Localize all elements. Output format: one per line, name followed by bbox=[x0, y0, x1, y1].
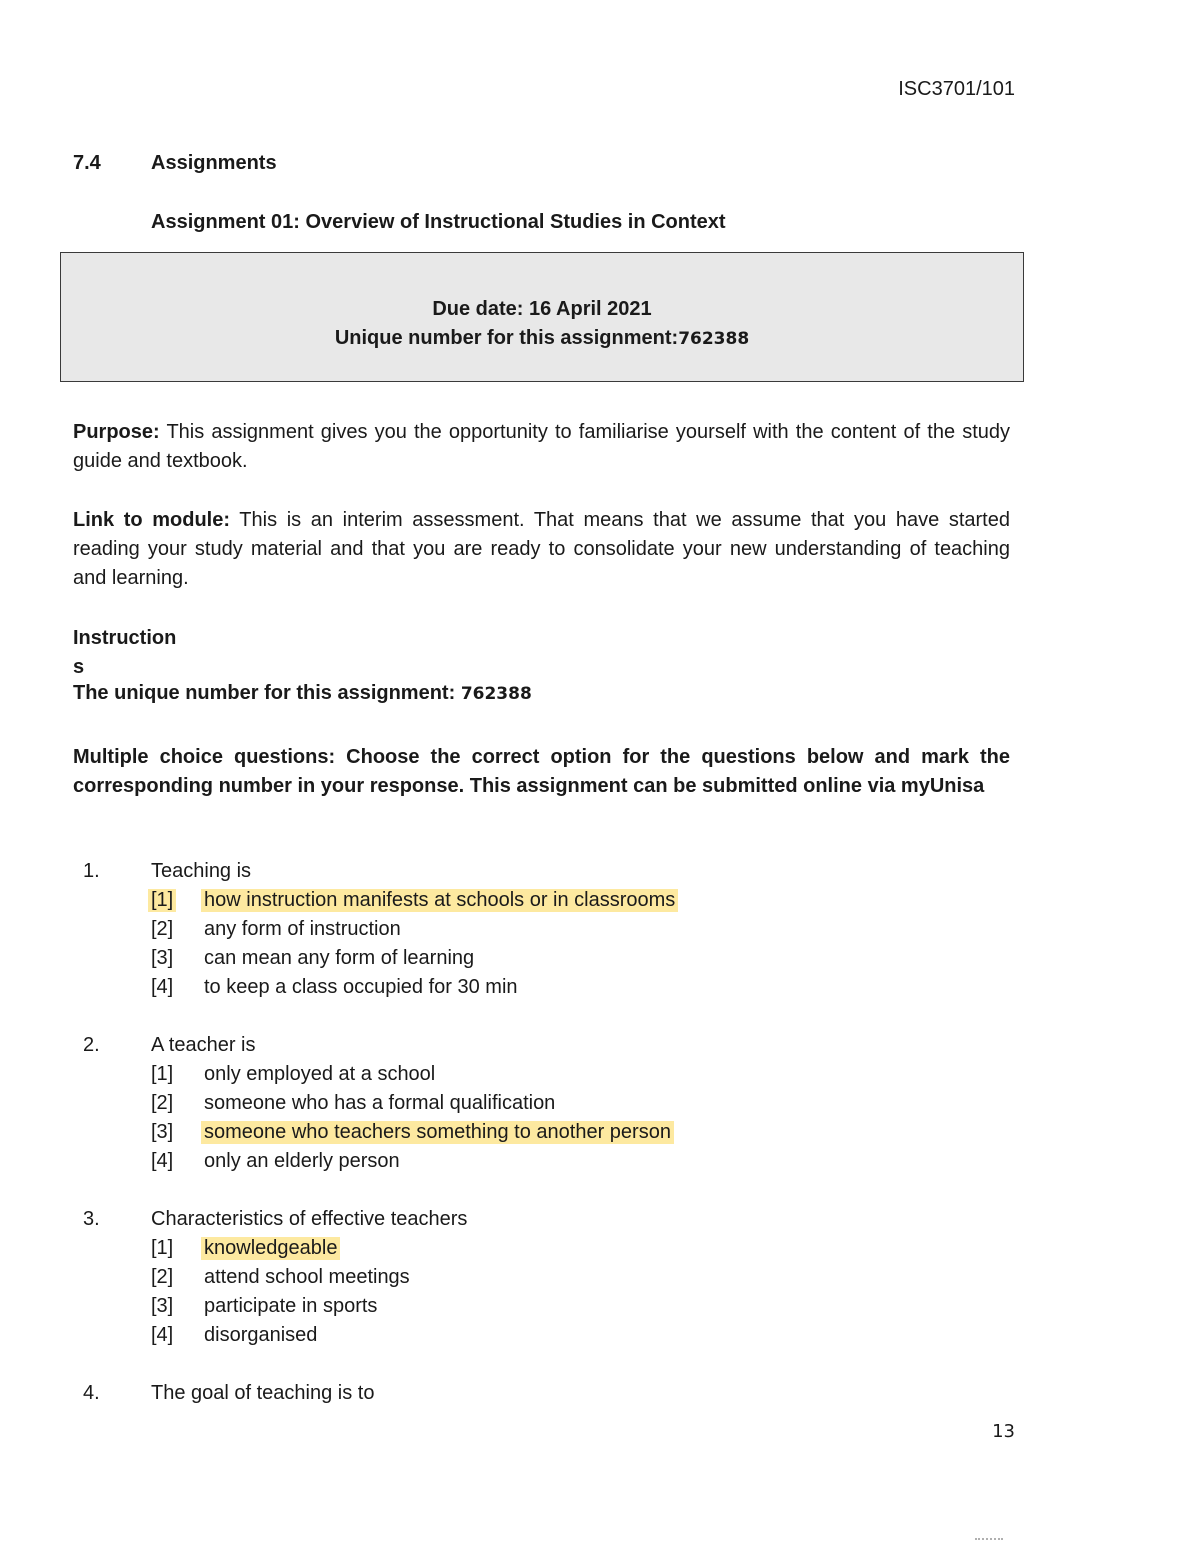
option-key: [4] bbox=[151, 1150, 174, 1172]
option-key: [1] bbox=[151, 1063, 174, 1085]
question-text: Teaching is bbox=[151, 860, 252, 882]
instructions-unique-number bbox=[73, 682, 532, 705]
option-key: [2] bbox=[151, 918, 174, 940]
option-key: [3] bbox=[151, 947, 174, 969]
option-key: [3] bbox=[151, 1295, 174, 1317]
footer-mark bbox=[975, 1538, 1003, 1543]
option-key: [2] bbox=[151, 1092, 174, 1114]
question-text: A teacher is bbox=[151, 1034, 256, 1056]
question-text: Characteristics of effective teachers bbox=[151, 1208, 468, 1230]
option-text: only employed at a school bbox=[204, 1063, 436, 1085]
question-number: 2. bbox=[83, 1034, 100, 1056]
instructions-heading-line1: Instruction bbox=[73, 627, 177, 649]
question-number: 1. bbox=[83, 860, 100, 882]
option-text: can mean any form of learning bbox=[204, 947, 475, 969]
purpose-label: Purpose: bbox=[73, 421, 160, 443]
option-key: [1] bbox=[151, 1237, 174, 1259]
assignment-title: Assignment 01: Overview of Instructional Studies in Context bbox=[151, 211, 726, 233]
question-text: The goal of teaching is to bbox=[151, 1382, 375, 1404]
page-number: 13 bbox=[992, 1421, 1015, 1442]
option-text: attend school meetings bbox=[204, 1266, 410, 1288]
mcq-intro: Multiple choice questions: Choose the correct option for the questions below and mark the corresponding number in your response. This assignment can be submitted online via myUnisa bbox=[73, 746, 1010, 797]
link-to-module-label: Link to module: bbox=[73, 509, 231, 531]
option-key: [4] bbox=[151, 1324, 174, 1346]
option-text-highlighted: knowledgeable bbox=[201, 1237, 340, 1260]
option-text: disorganised bbox=[204, 1324, 318, 1346]
option-text: any form of instruction bbox=[204, 918, 401, 940]
option-text: only an elderly person bbox=[204, 1150, 400, 1172]
purpose-text: This assignment gives you the opportunity to familiarise yourself with the content of the study guide and textbook. bbox=[73, 421, 1010, 472]
unique-number-value: 762388 bbox=[678, 329, 750, 349]
unique-number-line bbox=[61, 327, 1023, 350]
option-key: [2] bbox=[151, 1266, 174, 1288]
link-to-module-text: This is an interim assessment. That means that we assume that you have started reading your study material and that you are ready to consolidate your new understanding of teaching and learning. bbox=[73, 509, 1010, 589]
option-key: [3] bbox=[151, 1121, 174, 1143]
instructions-heading bbox=[73, 624, 176, 682]
unique-number-label: Unique number for this assignment: bbox=[334, 327, 679, 349]
instructions-heading-line2: s bbox=[73, 656, 85, 678]
instructions-unique-value: 762388 bbox=[460, 684, 532, 704]
section-heading bbox=[73, 152, 277, 175]
option-text-highlighted: someone who teachers something to another person bbox=[201, 1121, 674, 1144]
option-key: [1] bbox=[148, 889, 176, 912]
due-date: Due date: 16 April 2021 bbox=[432, 298, 652, 320]
section-title: Assignments bbox=[151, 152, 277, 174]
document-code: ISC3701/101 bbox=[898, 78, 1015, 100]
purpose-paragraph bbox=[73, 418, 1010, 476]
link-to-module-paragraph bbox=[73, 506, 1010, 593]
option-text: to keep a class occupied for 30 min bbox=[204, 976, 518, 998]
option-text-highlighted: how instruction manifests at schools or in classrooms bbox=[201, 889, 678, 912]
option-key: [4] bbox=[151, 976, 174, 998]
question-number: 3. bbox=[83, 1208, 100, 1230]
option-text: someone who has a formal qualification bbox=[204, 1092, 556, 1114]
section-number: 7.4 bbox=[73, 152, 101, 174]
question-number: 4. bbox=[83, 1382, 100, 1404]
option-text: participate in sports bbox=[204, 1295, 378, 1317]
due-date-box bbox=[60, 252, 1024, 382]
instructions-unique-label: The unique number for this assignment: bbox=[73, 682, 461, 704]
